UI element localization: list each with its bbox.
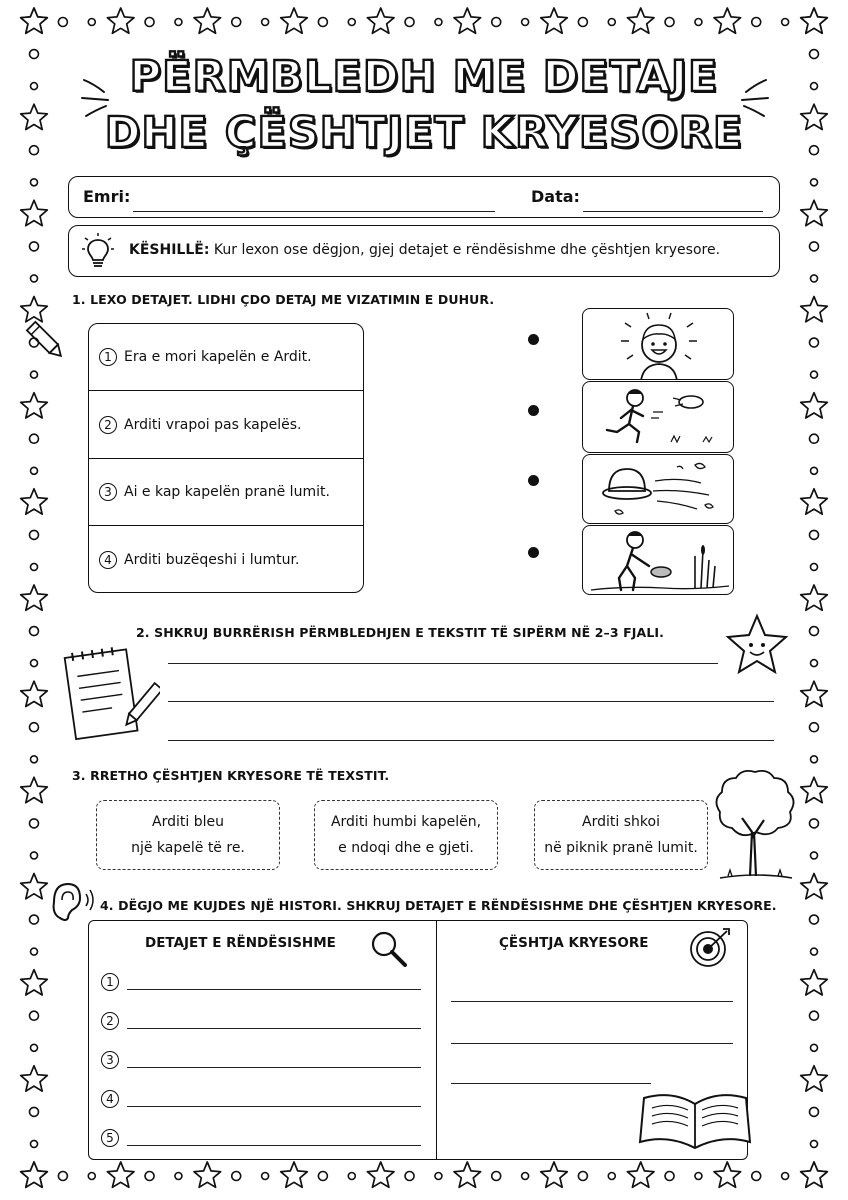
sparkle-lines-right-icon (716, 66, 776, 126)
border-dot-icon (31, 852, 38, 859)
summary-line-1[interactable] (168, 663, 718, 664)
border-dot-icon (695, 19, 702, 26)
border-dot-icon (811, 467, 818, 474)
border-dot-icon (30, 915, 39, 924)
details-list (88, 323, 364, 593)
border-dot-icon (810, 627, 819, 636)
border-dot-icon (811, 179, 818, 186)
border-star-icon (21, 1066, 48, 1091)
border-star-icon (627, 8, 654, 33)
tip-label: KËSHILLË: (129, 242, 210, 258)
detail-text: Ai e kap kapelën pranë lumit. (124, 484, 330, 500)
main-idea-heading: ÇËSHTJA KRYESORE (499, 935, 649, 951)
border-star-icon (801, 777, 828, 802)
border-star-icon (21, 393, 48, 418)
border-star-icon (194, 8, 221, 33)
border-dot-icon (435, 19, 442, 26)
border-dot-icon (492, 1172, 501, 1181)
border-dot-icon (811, 371, 818, 378)
border-dot-icon (262, 1173, 269, 1180)
detail-row (89, 459, 363, 526)
tip-text: Kur lexon ose dëgjon, gjej detajet e rëndësishme dhe çështjen kryesore. (213, 242, 721, 258)
detail-number: 3 (99, 483, 117, 501)
border-dot-icon (31, 371, 38, 378)
border-star-icon (714, 8, 741, 33)
detail-row (89, 392, 363, 459)
detail-number: 1 (101, 973, 119, 991)
border-dot-icon (145, 1172, 154, 1181)
border-dot-icon (405, 18, 414, 27)
border-dot-icon (30, 819, 39, 828)
border-dot-icon (31, 1044, 38, 1051)
border-dot-icon (665, 1172, 674, 1181)
detail-number: 2 (99, 416, 117, 434)
border-dot-icon (31, 563, 38, 570)
details-heading: DETAJET E RËNDËSISHME (145, 935, 336, 951)
main-idea-line-1[interactable] (451, 1001, 733, 1002)
date-label: Data: (531, 187, 580, 206)
table-divider (436, 921, 437, 1159)
border-dot-icon (810, 530, 819, 539)
border-dot-icon (58, 1172, 67, 1181)
border-star-icon (21, 970, 48, 995)
match-dot-1[interactable] (528, 334, 539, 345)
detail-number: 5 (101, 1129, 119, 1147)
border-star-icon (454, 8, 481, 33)
border-dot-icon (30, 1011, 39, 1020)
border-star-icon (194, 1162, 221, 1187)
border-star-icon (21, 681, 48, 706)
star-smiley-icon (724, 612, 790, 678)
border-star-icon (107, 1162, 134, 1187)
border-star-icon (627, 1162, 654, 1187)
border-star-icon (541, 1162, 568, 1187)
detail-number: 4 (99, 551, 117, 569)
ear-icon (46, 878, 98, 924)
border-dot-icon (810, 723, 819, 732)
detail-text: Era e mori kapelën e Ardit. (124, 349, 312, 365)
border-dot-icon (348, 19, 355, 26)
main-idea-option-3[interactable] (534, 800, 708, 870)
border-dot-icon (810, 915, 819, 924)
border-star-icon (367, 1162, 394, 1187)
border-dot-icon (811, 756, 818, 763)
border-dot-icon (145, 18, 154, 27)
detail-number: 3 (101, 1051, 119, 1069)
smiling-boy-picture[interactable] (582, 308, 734, 380)
border-star-icon (801, 297, 828, 322)
sparkle-lines-left-icon (74, 66, 134, 126)
border-dot-icon (405, 1172, 414, 1181)
border-dot-icon (810, 1107, 819, 1116)
detail-row (89, 324, 363, 391)
detail-text: Arditi vrapoi pas kapelës. (124, 416, 302, 433)
important-detail-line[interactable] (127, 1028, 421, 1029)
border-dot-icon (811, 275, 818, 282)
border-star-icon (801, 8, 828, 33)
pencil-icon (24, 318, 68, 364)
border-star-icon (21, 1162, 48, 1187)
border-dot-icon (318, 1172, 327, 1181)
border-dot-icon (31, 1140, 38, 1147)
border-star-icon (801, 874, 828, 899)
border-dot-icon (435, 1173, 442, 1180)
border-dot-icon (58, 18, 67, 27)
border-dot-icon (811, 948, 818, 955)
name-label: Emri: (83, 187, 131, 206)
border-dot-icon (30, 242, 39, 251)
border-star-icon (21, 200, 48, 225)
border-dot-icon (88, 19, 95, 26)
border-dot-icon (31, 660, 38, 667)
border-star-icon (21, 489, 48, 514)
section4-instruction: 4. DËGJO ME KUJDES NJË HISTORI. SHKRUJ DETAJET E RËNDËSISHME DHE ÇËSHTJEN KRYESORE. (100, 898, 777, 913)
tree-icon (712, 766, 798, 882)
name-field[interactable] (133, 211, 495, 212)
name-date-box (68, 176, 780, 218)
main-idea-line-2[interactable] (451, 1043, 733, 1044)
border-star-icon (454, 1162, 481, 1187)
option-1-line1: Arditi bleu (152, 814, 224, 830)
option-1-line2: një kapelë të re. (131, 840, 245, 856)
section1-instruction: 1. LEXO DETAJET. LIDHI ÇDO DETAJ ME VIZATIMIN E DUHUR. (72, 292, 495, 307)
border-dot-icon (31, 948, 38, 955)
border-dot-icon (810, 242, 819, 251)
main-idea-option-2[interactable] (314, 800, 498, 870)
border-star-icon (21, 8, 48, 33)
border-star-icon (21, 8, 48, 33)
border-star-icon (714, 1162, 741, 1187)
border-dot-icon (752, 1172, 761, 1181)
border-dot-icon (811, 1044, 818, 1051)
border-dot-icon (752, 18, 761, 27)
border-dot-icon (31, 179, 38, 186)
border-star-icon (801, 393, 828, 418)
border-star-icon (21, 585, 48, 610)
section3-instruction: 3. RRETHO ÇËSHTJEN KRYESORE TË TEXSTIT. (72, 768, 390, 783)
border-dot-icon (30, 723, 39, 732)
summary-line-3[interactable] (168, 740, 774, 741)
border-dot-icon (782, 1173, 789, 1180)
border-dot-icon (30, 434, 39, 443)
border-dot-icon (348, 1173, 355, 1180)
option-2-line1: Arditi humbi kapelën, (330, 814, 482, 830)
border-dot-icon (810, 819, 819, 828)
border-star-icon (367, 8, 394, 33)
important-detail-line[interactable] (127, 1067, 421, 1068)
border-dot-icon (318, 18, 327, 27)
border-dot-icon (232, 18, 241, 27)
detail-number: 4 (101, 1090, 119, 1108)
border-dot-icon (608, 1173, 615, 1180)
border-star-icon (801, 200, 828, 225)
border-star-icon (281, 1162, 308, 1187)
main-idea-option-1[interactable] (96, 800, 280, 870)
important-detail-line[interactable] (127, 1145, 421, 1146)
border-dot-icon (810, 1011, 819, 1020)
page-title-line1: PËRMBLEDH ME DETAJE (129, 52, 719, 102)
border-dot-icon (30, 627, 39, 636)
border-dot-icon (578, 18, 587, 27)
border-star-icon (801, 8, 828, 33)
detail-number: 1 (99, 348, 117, 366)
border-dot-icon (30, 530, 39, 539)
border-star-icon (21, 1162, 48, 1187)
detail-row (89, 527, 363, 594)
border-dot-icon (811, 660, 818, 667)
border-dot-icon (695, 1173, 702, 1180)
border-dot-icon (522, 19, 529, 26)
border-dot-icon (811, 563, 818, 570)
option-2-line2: e ndoqi dhe e gjeti. (338, 840, 474, 856)
lightbulb-icon (81, 232, 115, 272)
border-star-icon (801, 970, 828, 995)
border-dot-icon (608, 19, 615, 26)
border-star-icon (801, 585, 828, 610)
border-dot-icon (782, 19, 789, 26)
border-dot-icon (811, 852, 818, 859)
border-star-icon (801, 1162, 828, 1187)
border-star-icon (801, 1162, 828, 1187)
match-dot-4[interactable] (528, 547, 539, 558)
notepad-icon (60, 640, 160, 746)
running-boy-picture[interactable] (582, 381, 734, 453)
boy-catching-hat-picture[interactable] (582, 525, 734, 595)
page-title-line2: DHE ÇËSHTJET KRYESORE (104, 108, 744, 158)
border-dot-icon (810, 338, 819, 347)
border-dot-icon (30, 1107, 39, 1116)
target-icon (687, 925, 735, 971)
magnifying-glass-icon (367, 927, 411, 971)
open-book-icon (638, 1082, 752, 1154)
important-detail-line[interactable] (127, 989, 421, 990)
border-dot-icon (262, 19, 269, 26)
border-star-icon (281, 8, 308, 33)
border-dot-icon (492, 18, 501, 27)
windblown-hat-picture[interactable] (582, 454, 734, 524)
border-star-icon (801, 1066, 828, 1091)
border-dot-icon (31, 275, 38, 282)
match-dot-3[interactable] (528, 475, 539, 486)
summary-line-2[interactable] (168, 701, 774, 702)
border-dot-icon (522, 1173, 529, 1180)
tip-box (68, 225, 780, 277)
border-star-icon (801, 489, 828, 514)
border-dot-icon (88, 1173, 95, 1180)
border-star-icon (801, 681, 828, 706)
match-dot-2[interactable] (528, 405, 539, 416)
border-dot-icon (810, 434, 819, 443)
detail-number: 2 (101, 1012, 119, 1030)
important-detail-line[interactable] (127, 1106, 421, 1107)
border-dot-icon (578, 1172, 587, 1181)
border-dot-icon (31, 467, 38, 474)
border-star-icon (541, 8, 568, 33)
section2-instruction: 2. SHKRUJ BURRËRISH PËRMBLEDHJEN E TEKSTIT TË SIPËRM NË 2–3 FJALI. (136, 625, 664, 640)
detail-text: Arditi buzëqeshi i lumtur. (124, 552, 300, 568)
date-field[interactable] (583, 211, 763, 212)
border-star-icon (107, 8, 134, 33)
border-dot-icon (175, 19, 182, 26)
border-star-icon (21, 874, 48, 899)
border-dot-icon (811, 1140, 818, 1147)
border-star-icon (21, 777, 48, 802)
border-dot-icon (175, 1173, 182, 1180)
border-dot-icon (665, 18, 674, 27)
border-dot-icon (31, 756, 38, 763)
border-dot-icon (232, 1172, 241, 1181)
option-3-line1: Arditi shkoi (582, 814, 660, 830)
option-3-line2: në piknik pranë lumit. (544, 840, 698, 856)
main-idea-line-3[interactable] (451, 1083, 651, 1084)
